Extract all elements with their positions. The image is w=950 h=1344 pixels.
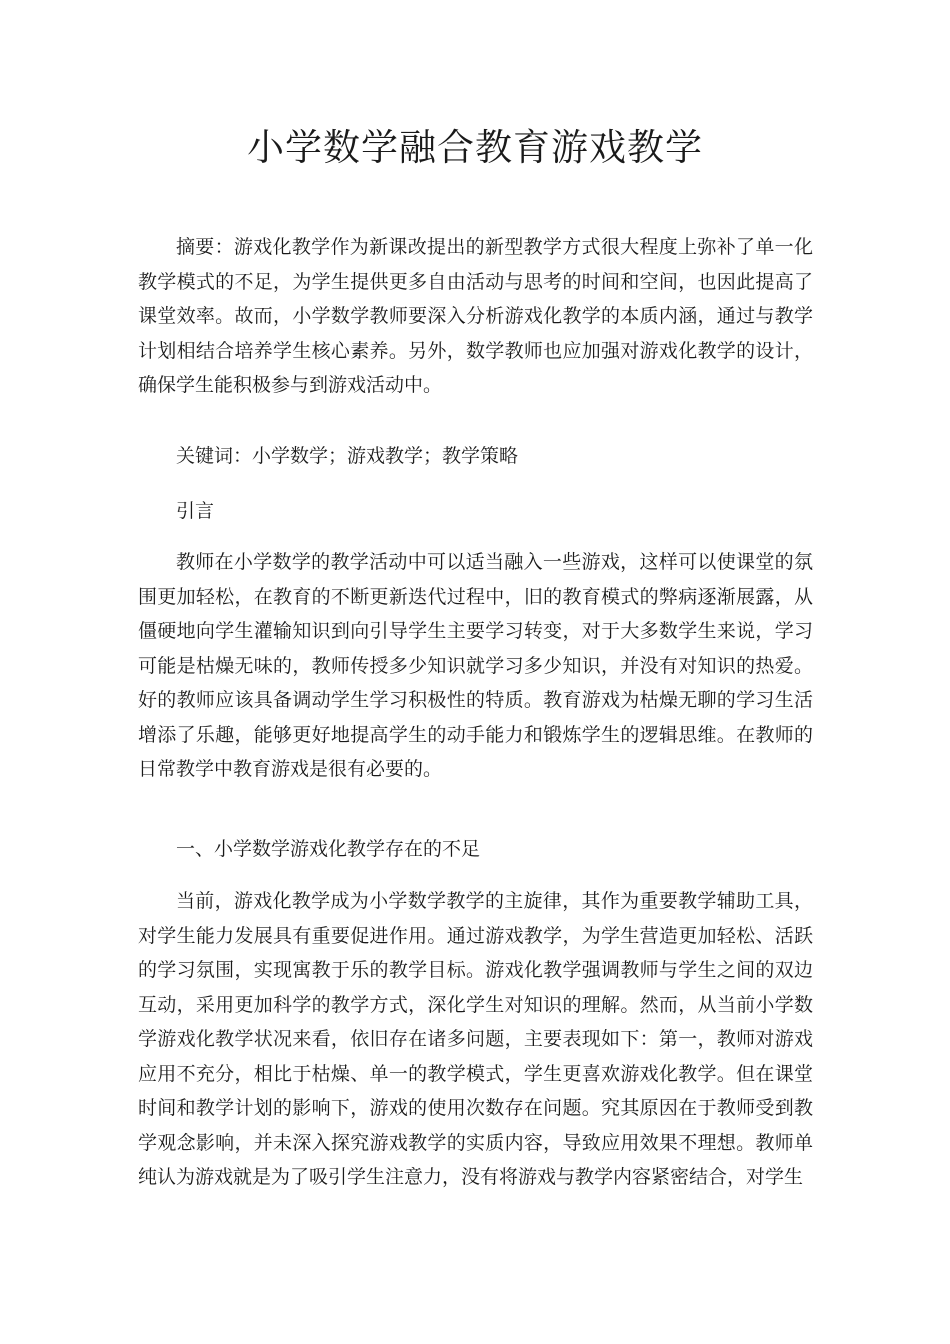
- abstract-paragraph: 摘要：游戏化教学作为新课改提出的新型教学方式很大程度上弥补了单一化教学模式的不足，为学生提供更多自由活动与思考的时间和空间，也因此提高了课堂效率。故而，小学数学教师要深入分析游戏化教学的本质内涵，通过与教学计划相结合培养学生核心素养。另外，数学教师也应加强对游戏化教学的设计，确保学生能积极参与到游戏活动中。: [138, 236, 813, 396]
- section-1-paragraph: 当前，游戏化教学成为小学数学教学的主旋律，其作为重要教学辅助工具，对学生能力发展具有重要促进作用。通过游戏教学，为学生营造更加轻松、活跃的学习氛围，实现寓教于乐的教学目标。游戏化教学强调教师与学生之间的双边互动，采用更加科学的教学方式，深化学生对知识的理解。然而，从当前小学数学游戏化教学状况来看，依旧存在诸多问题，主要表现如下：第一，教师对游戏应用不充分，相比于枯燥、单一的教学模式，学生更喜欢游戏化教学。但在课堂时间和教学计划的影响下，游戏的使用次数存在问题。究其原因在于教师受到教学观念影响，并未深入探究游戏教学的实质内容，导致应用效果不理想。教师单纯认为游戏就是为了吸引学生注意力，没有将游戏与教学内容紧密结合，对学生: [138, 890, 813, 1188]
- intro-paragraph: 教师在小学数学的教学活动中可以适当融入一些游戏，这样可以使课堂的氛围更加轻松，在教育的不断更新迭代过程中，旧的教育模式的弊病逐渐展露，从僵硬地向学生灌输知识到向引导学生主要学习转变，对于大多数学生来说，学习可能是枯燥无味的，教师传授多少知识就学习多少知识，并没有对知识的热爱。好的教师应该具备调动学生学习积极性的特质。教育游戏为枯燥无聊的学习生活增添了乐趣，能够更好地提高学生的动手能力和锻炼学生的逻辑思维。在教师的日常教学中教育游戏是很有必要的。: [138, 551, 813, 780]
- section-1-heading: 一、小学数学游戏化教学存在的不足: [176, 838, 481, 860]
- keywords-line: 关键词：小学数学；游戏教学；教学策略: [176, 445, 519, 467]
- intro-heading: 引言: [176, 500, 215, 522]
- document-title: 小学数学融合教育游戏教学: [247, 126, 703, 169]
